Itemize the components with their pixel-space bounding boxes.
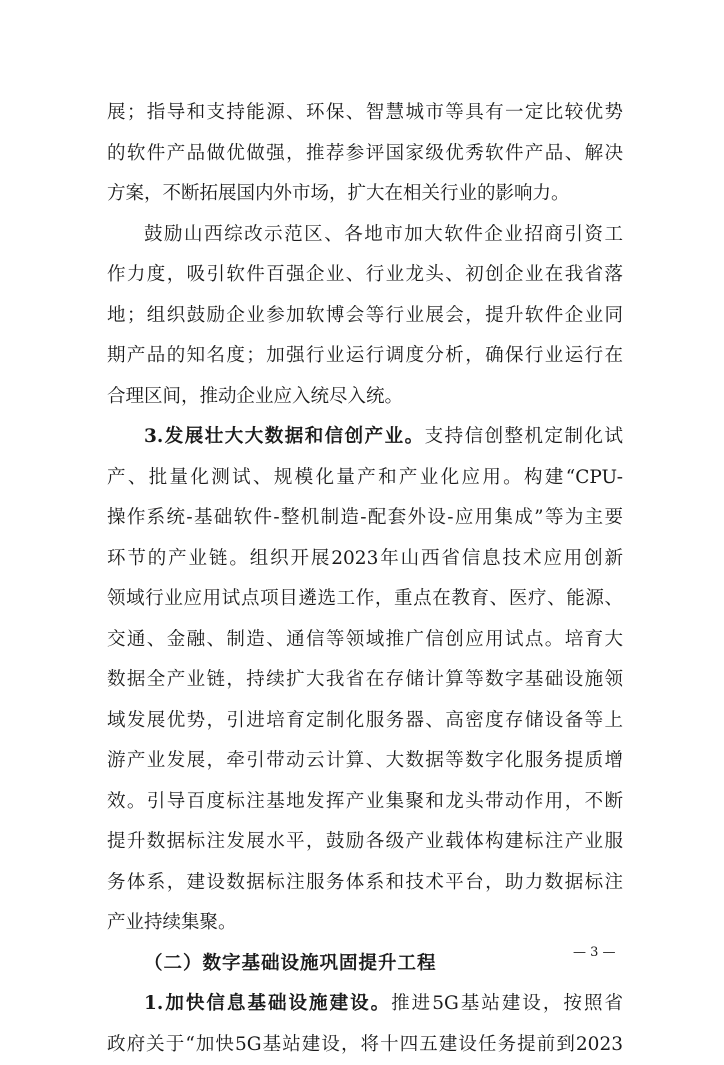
text-line: 域发展优势，引进培育定制化服务器、高密度存储设备等上	[107, 701, 623, 742]
item-heading: 3.发展壮大大数据和信创产业。	[144, 426, 425, 447]
text-line: 政府关于“加快5G基站建设，将十四五建设任务提前到2023	[107, 1025, 623, 1065]
text-line: 的软件产品做优做强，推荐参评国家级优秀软件产品、解决	[107, 134, 623, 175]
text-line: 产、批量化测试、规模化量产和产业化应用。构建“CPU-	[107, 458, 623, 499]
text-line: 作力度，吸引软件百强企业、行业龙头、初创企业在我省落	[107, 255, 623, 296]
section-heading: （二）数字基础设施巩固提升工程	[107, 944, 623, 985]
text-line: 游产业发展，牵引带动云计算、大数据等数字化服务提质增	[107, 741, 623, 782]
text-line: 效。引导百度标注基地发挥产业集聚和龙头带动作用，不断	[107, 782, 623, 823]
text-line: 合理区间，推动企业应入统尽入统。	[107, 377, 623, 418]
text-line: 数据全产业链，持续扩大我省在存储计算等数字基础设施领	[107, 660, 623, 701]
text-run: 支持信创整机定制化试	[425, 426, 623, 447]
text-line: 操作系统-基础软件-整机制造-配套外设-应用集成”等为主要	[107, 498, 623, 539]
text-line: 产业持续集聚。	[107, 903, 623, 944]
text-line: 环节的产业链。组织开展2023年山西省信息技术应用创新	[107, 539, 623, 580]
text-line: 领域行业应用试点项目遴选工作，重点在教育、医疗、能源、	[107, 579, 623, 620]
text-run: 推进5G基站建设，按照省	[391, 993, 623, 1014]
text-line: 展；指导和支持能源、环保、智慧城市等具有一定比较优势	[107, 93, 623, 134]
paragraph-start-line: 鼓励山西综改示范区、各地市加大软件企业招商引资工	[107, 215, 623, 256]
body-text	[107, 93, 623, 1065]
page-number: — 3 —	[573, 945, 616, 960]
item-heading: 1.加快信息基础设施建设。	[144, 993, 391, 1014]
text-line: 提升数据标注发展水平，鼓励各级产业载体构建标注产业服	[107, 822, 623, 863]
paragraph-start-line	[107, 984, 623, 1025]
text-line: 方案，不断拓展国内外市场，扩大在相关行业的影响力。	[107, 174, 623, 215]
text-line: 地；组织鼓励企业参加软博会等行业展会，提升软件企业同	[107, 296, 623, 337]
text-line: 期产品的知名度；加强行业运行调度分析，确保行业运行在	[107, 336, 623, 377]
text-line: 务体系，建设数据标注服务体系和技术平台，助力数据标注	[107, 863, 623, 904]
paragraph-start-line	[107, 417, 623, 458]
text-line: 交通、金融、制造、通信等领域推广信创应用试点。培育大	[107, 620, 623, 661]
